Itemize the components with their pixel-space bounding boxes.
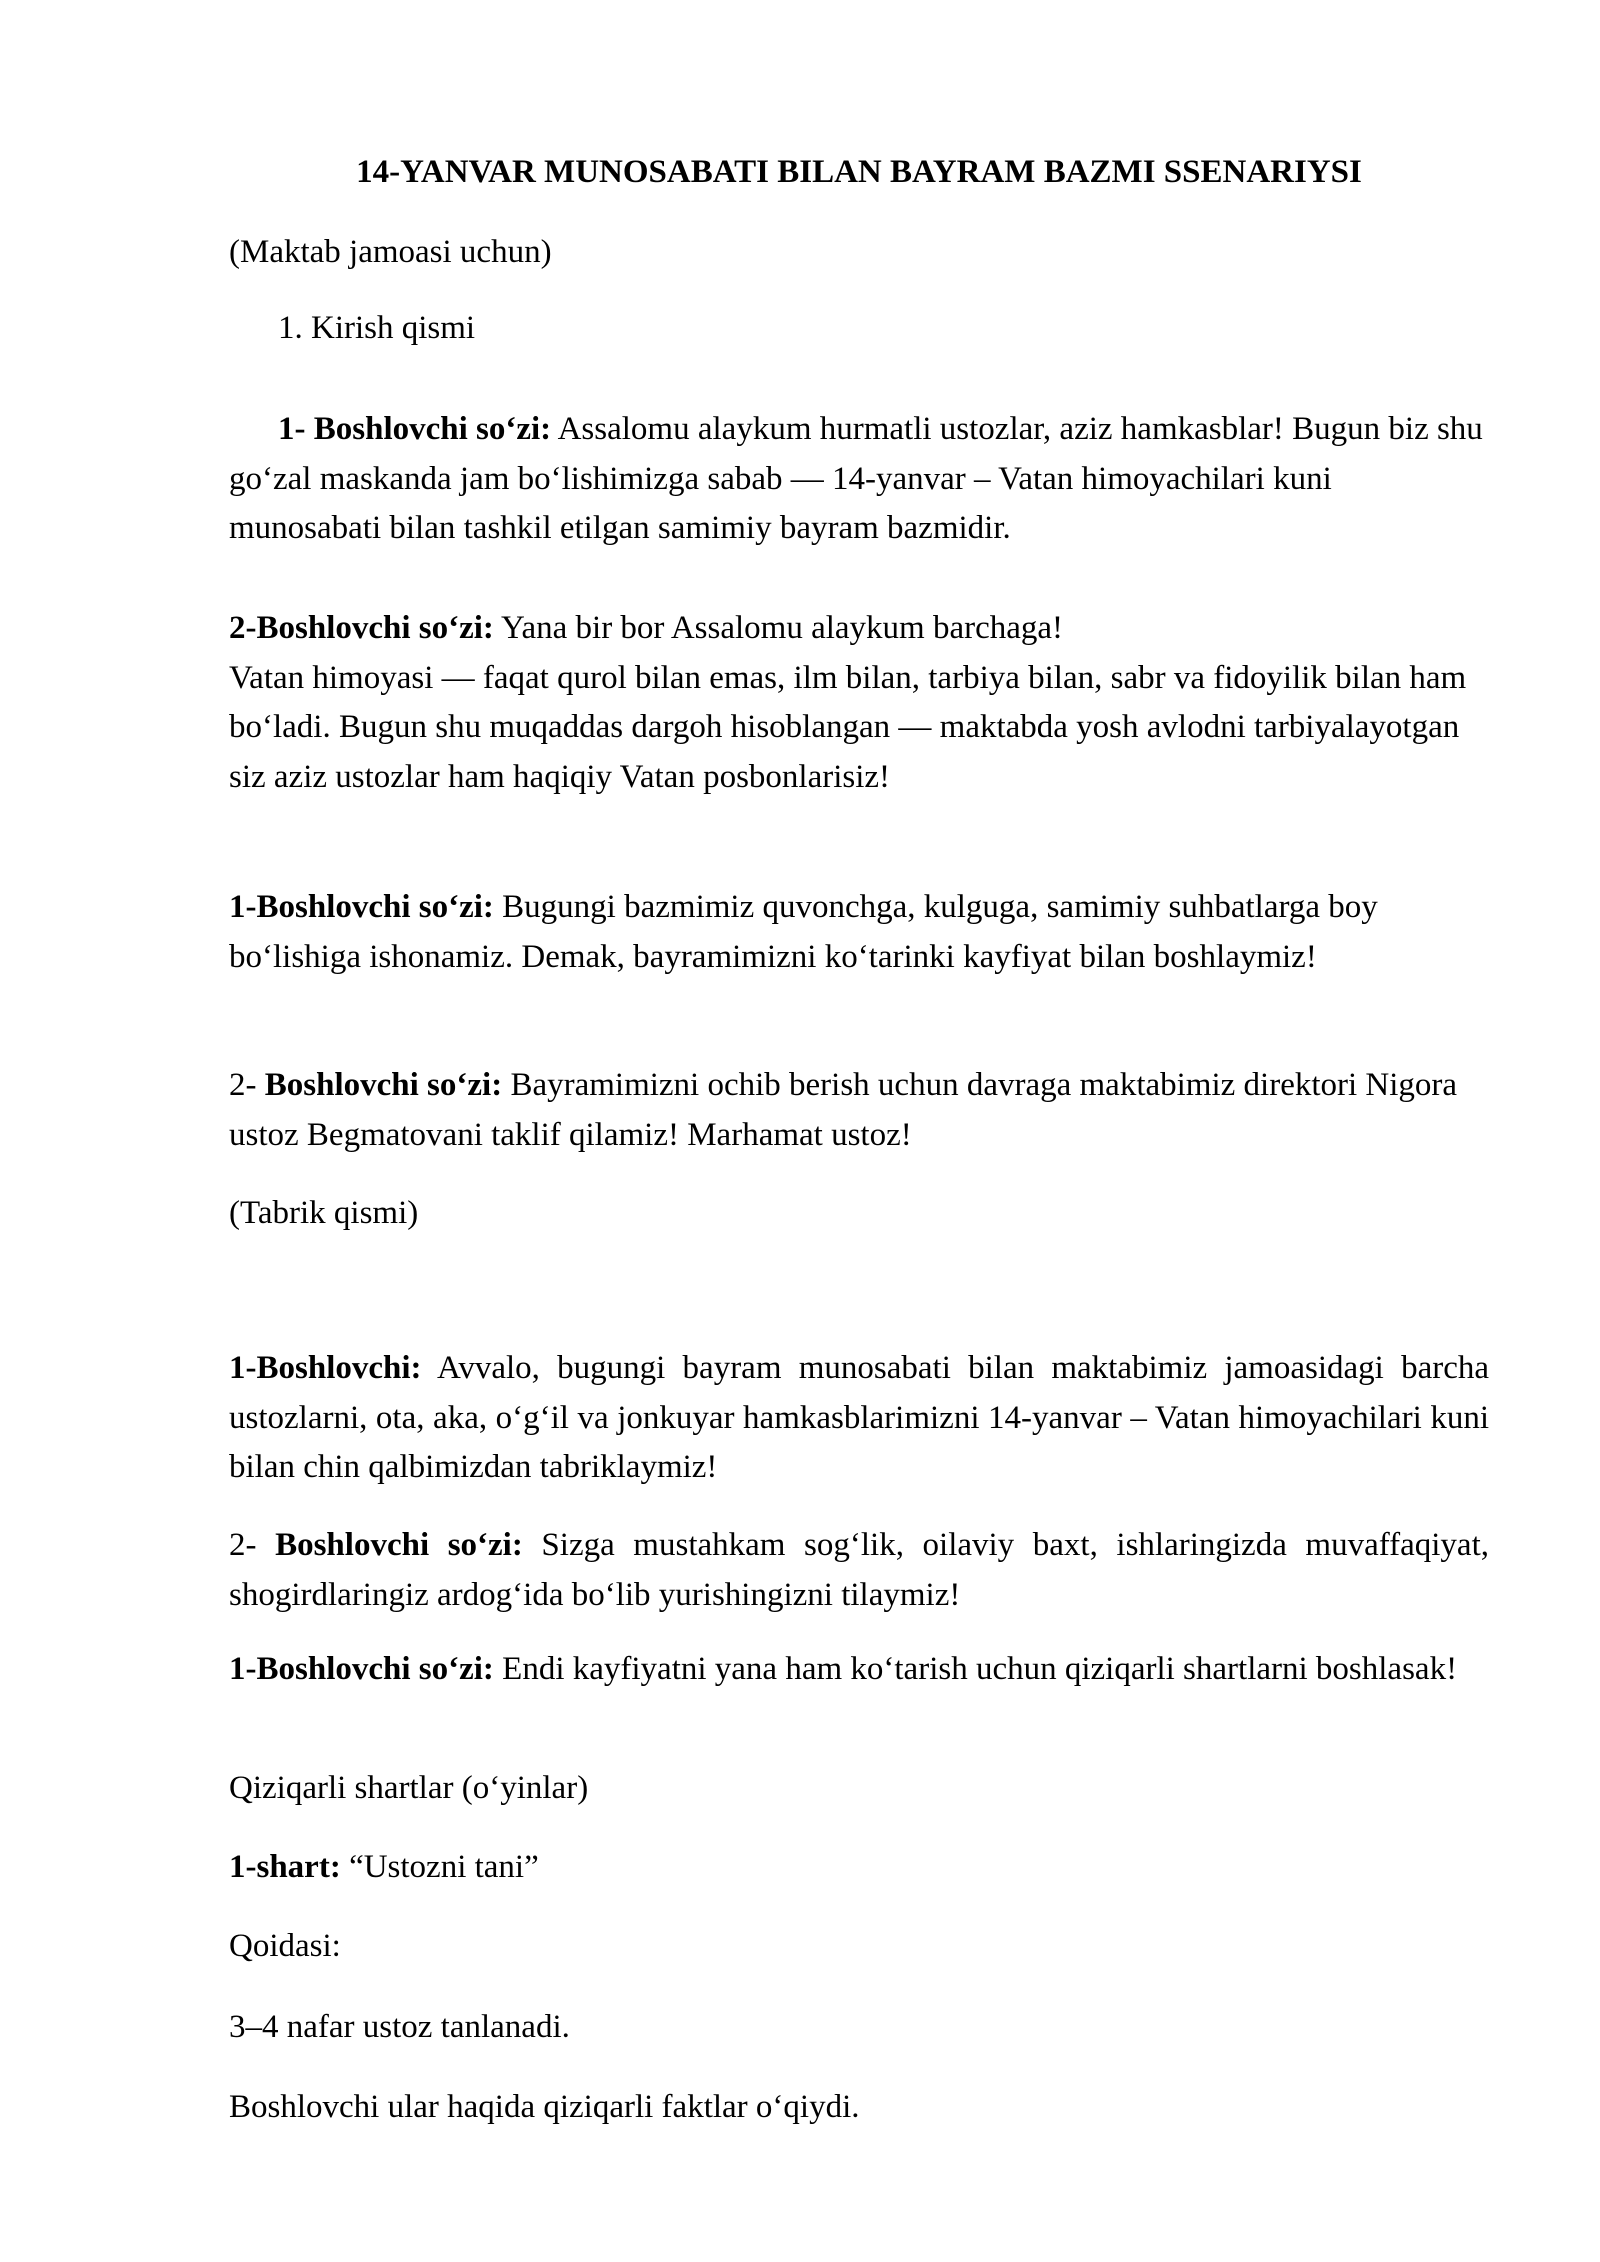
- game-1-title: [229, 1843, 1489, 1893]
- paragraph-text: Yana bir bor Assalomu alaykum barchaga!: [493, 610, 1064, 646]
- paragraph-text: Bugungi bazmimiz quvonchga, kulguga, samimiy suhbatlarga boy bo‘lishiga ishonamiz. Demak, bayramimizni ko‘tarinki kayfiyat bilan boshlaymiz!: [229, 889, 1378, 975]
- section-heading-congrats: (Tabrik qismi): [229, 1195, 419, 1231]
- speaker-label: 1- Boshlovchi so‘zi:: [278, 411, 552, 447]
- paragraph-text: Vatan himoyasi — faqat qurol bilan emas, ilm bilan, tarbiya bilan, sabr va fidoyilik bilan ham bo‘ladi. Bugun shu muqaddas dargoh hisoblangan — maktabda yosh avlodni tarbiyalayotgan siz aziz ustozlar ham haqiqiy Vatan posbonlarisiz!: [229, 659, 1467, 795]
- paragraph-text: Bayramimizni ochib berish uchun davraga maktabimiz direktori Nigora ustoz Begmatovani taklif qilamiz! Marhamat ustoz!: [229, 1067, 1458, 1153]
- paragraph-text: Assalomu alaykum hurmatli ustozlar, aziz hamkasblar! Bugun biz shu go‘zal maskanda jam bo‘lishimizga sabab — 14-yanvar – Vatan himoyachilari kuni munosabati bilan tashkil etilgan samimiy bayram bazmidir.: [229, 411, 1483, 546]
- document-subtitle: (Maktab jamoasi uchun): [229, 234, 552, 270]
- rule-item: Boshlovchi ular haqida qiziqarli faktlar o‘qiydi.: [229, 2089, 860, 2125]
- paragraph-host-1-greeting: [229, 405, 1489, 554]
- paragraph-host-1-mood: [229, 883, 1489, 982]
- rules-heading: Qoidasi:: [229, 1928, 341, 1964]
- speaker-label: Boshlovchi so‘zi:: [275, 1527, 523, 1563]
- game-label: 1-shart:: [229, 1849, 341, 1885]
- paragraph-host-1-games: [229, 1648, 1489, 1690]
- section-heading-intro: 1. Kirish qismi: [278, 310, 476, 346]
- speaker-label: Boshlovchi so‘zi:: [264, 1067, 503, 1103]
- paragraph-host-2-invite: [229, 1061, 1489, 1160]
- speaker-prefix: 2-: [229, 1067, 265, 1103]
- speaker-label: 1-Boshlovchi so‘zi:: [229, 889, 494, 925]
- speaker-label: 2-Boshlovchi so‘zi:: [229, 610, 494, 646]
- speaker-label: 1-Boshlovchi so‘zi:: [229, 1651, 494, 1687]
- section-heading-games: Qiziqarli shartlar (o‘yinlar): [229, 1770, 589, 1806]
- paragraph-host-2-greeting: [229, 604, 1489, 802]
- paragraph-text: Avvalo, bugungi bayram munosabati bilan maktabimiz jamoasidagi barcha ustozlarni, ota, aka, o‘g‘il va jonkuyar hamkasblarimizni 14-yanvar – Vatan himoyachilari kuni bilan chin qalbimizdan tabriklaymiz!: [229, 1350, 1489, 1485]
- speaker-label: 1-Boshlovchi:: [229, 1350, 422, 1386]
- paragraph-text: Sizga mustahkam sog‘lik, oilaviy baxt, ishlaringizda muvaffaqiyat, shogirdlaringiz ardog‘ida bo‘lib yurishingizni tilaymiz!: [229, 1527, 1489, 1613]
- game-name: “Ustozni tani”: [340, 1849, 539, 1885]
- paragraph-text: Endi kayfiyatni yana ham ko‘tarish uchun qiziqarli shartlarni boshlasak!: [493, 1651, 1458, 1687]
- document-title: 14-YANVAR MUNOSABATI BILAN BAYRAM BAZMI SSENARIYSI: [356, 154, 1362, 190]
- paragraph-host-1-congrats: [229, 1344, 1489, 1493]
- rule-item: 3–4 nafar ustoz tanlanadi.: [229, 2009, 570, 2045]
- paragraph-host-2-wishes: [229, 1521, 1489, 1620]
- speaker-prefix: 2-: [229, 1527, 276, 1563]
